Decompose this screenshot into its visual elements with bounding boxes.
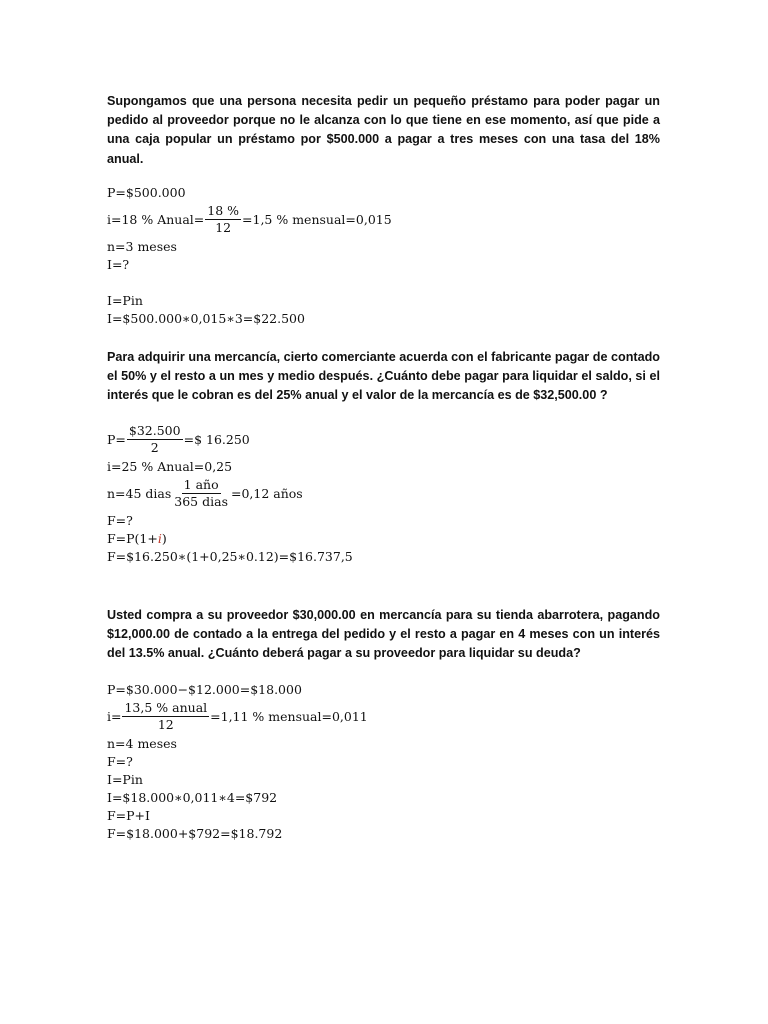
equation-text: i=18 % Anual= (107, 211, 205, 227)
problem-3-solution (107, 681, 660, 843)
equation-line: F=? (107, 753, 133, 769)
equation-text: P= (107, 431, 126, 447)
equation-line (107, 422, 660, 458)
fraction-numerator: 1 año (183, 477, 219, 493)
equation-line: P=$30.000−$12.000=$18.000 (107, 681, 302, 697)
fraction (122, 700, 209, 733)
problem-3 (107, 606, 660, 843)
equation-line: F=$16.250∗(1+0,25∗0.12)=$16.737,5 (107, 548, 353, 564)
fraction (127, 423, 183, 456)
equation-line: n=3 meses (107, 238, 177, 254)
equation-text: n=45 dias (107, 485, 172, 501)
equation-text: =1,5 % mensual=0,015 (242, 211, 392, 227)
equation-text: =0,12 años (230, 485, 303, 501)
problem-3-text: Usted compra a su proveedor $30,000.00 en mercancía para su tienda abarrotera, pagando $12,000.00 de contado a la entrega del pedido y el resto a pagar en 4 meses con un interés del 13.5% anual. ¿Cuánto deberá pagar a su proveedor para liquidar su deuda? (107, 608, 660, 661)
problem-1 (107, 92, 660, 328)
equation-line: F=? (107, 512, 133, 528)
problem-1-text: Supongamos que una persona necesita pedir un pequeño préstamo para poder pagar un pedido al proveedor porque no le alcanza con lo que tiene en ese momento, así que pide a una caja popular un préstamo por $500.000 a pagar a tres meses con una tasa del 18% anual. (107, 94, 660, 166)
problem-2 (107, 348, 660, 566)
problem-1-solution (107, 184, 660, 328)
fraction-denominator: 12 (157, 717, 174, 733)
equation-line: P=$500.000 (107, 184, 186, 200)
equation-line: F=P+I (107, 807, 150, 823)
equation-text: F=P(1+ (107, 530, 158, 546)
fraction-numerator: 13,5 % anual (124, 700, 208, 716)
equation-line: I=? (107, 256, 130, 272)
equation-line (107, 699, 660, 735)
fraction (172, 477, 230, 510)
equation-text: i= (107, 708, 122, 724)
equation-line (107, 530, 660, 548)
fraction-numerator: $32.500 (128, 423, 181, 439)
equation-line: n=4 meses (107, 735, 177, 751)
equation-line: i=25 % Anual=0,25 (107, 458, 233, 474)
equation-text: =1,11 % mensual=0,011 (210, 708, 368, 724)
equation-line: F=$18.000+$792=$18.792 (107, 825, 283, 841)
equation-line: I=Pin (107, 292, 143, 308)
red-variable: i (157, 530, 162, 546)
problem-2-text: Para adquirir una mercancía, cierto comerciante acuerda con el fabricante pagar de contado el 50% y el resto a un mes y medio después. ¿Cuánto debe pagar para liquidar el saldo, si el interés que le cobran es del 25% anual y el valor de la mercancía es de $32,500.00 ? (107, 350, 660, 403)
problem-2-solution (107, 422, 660, 566)
fraction-denominator: 12 (215, 220, 232, 236)
equation-text: =$ 16.250 (183, 431, 250, 447)
equation-line (107, 476, 660, 512)
equation-line: I=$500.000∗0,015∗3=$22.500 (107, 310, 305, 326)
equation-text: ) (161, 530, 167, 546)
fraction-denominator: 2 (150, 440, 159, 456)
fraction (205, 203, 241, 236)
equation-line (107, 202, 660, 238)
fraction-denominator: 365 dias (174, 494, 228, 510)
blank-line (107, 274, 660, 292)
fraction-numerator: 18 % (207, 203, 240, 219)
equation-line: I=$18.000∗0,011∗4=$792 (107, 789, 278, 805)
equation-line: I=Pin (107, 771, 143, 787)
